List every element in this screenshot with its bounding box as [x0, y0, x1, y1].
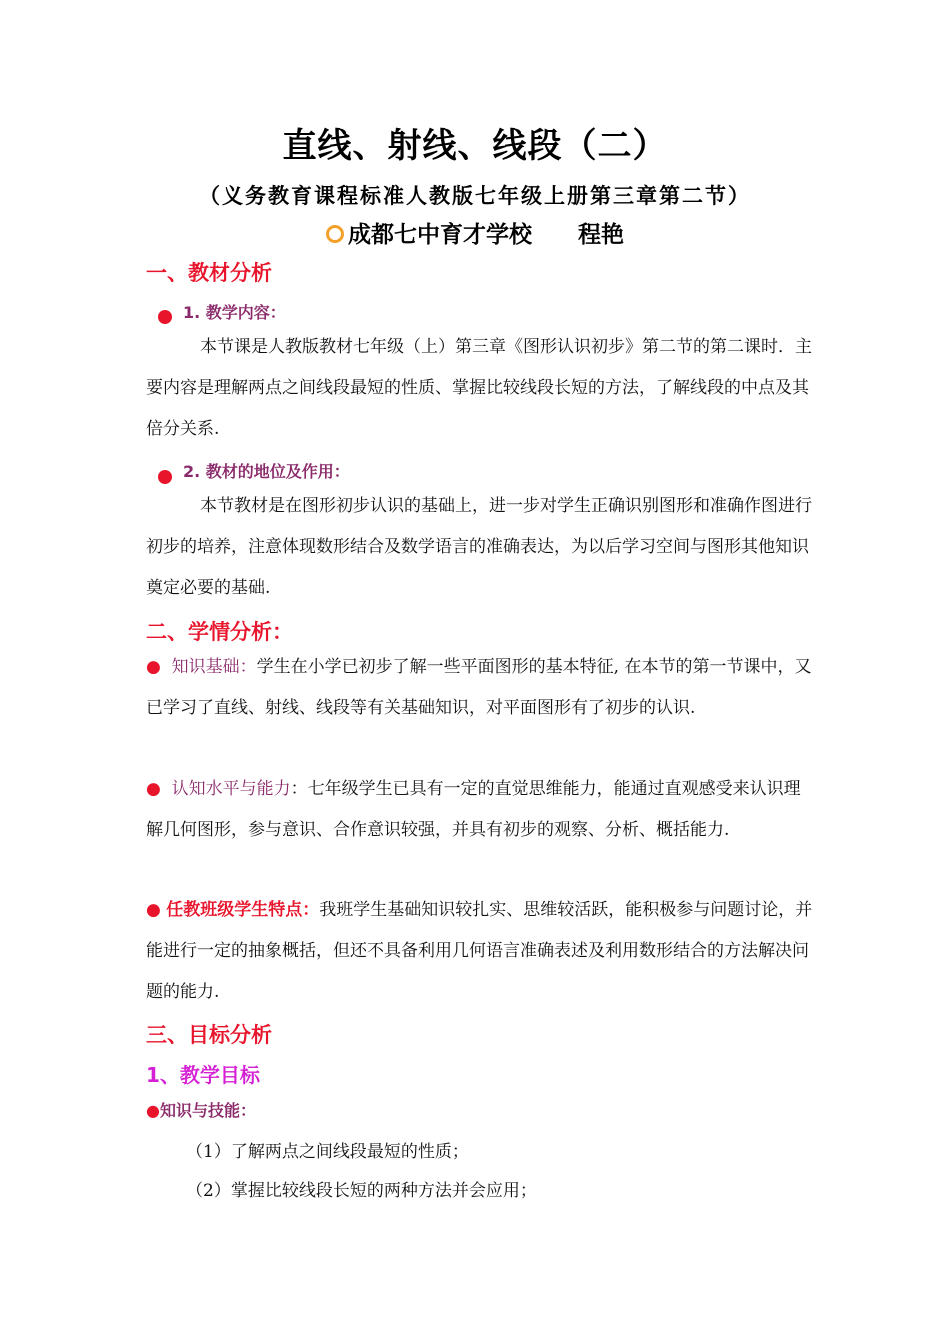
paragraph-status-role: 本节教材是在图形初步认识的基础上，进一步对学生正确识别图形和准确作图进行初步的培养，注意体现数形结合及数学语言的准确表达，为以后学习空间与图形其他知识奠定必要的基础.	[146, 496, 812, 598]
subheading-teaching-objectives: 1、教学目标	[146, 1063, 260, 1087]
subheading-teaching-content: 1. 教学内容：	[183, 303, 286, 322]
subheading-status-role: 2. 教材的地位及作用：	[183, 462, 350, 481]
bullet-dot-icon: ●	[146, 1101, 160, 1120]
objective-item: （2）掌握比较线段长短的两种方法并会应用；	[186, 1181, 537, 1201]
knowledge-skills-label: ●知识与技能：	[146, 1101, 256, 1120]
bullet-dot-icon	[158, 470, 172, 484]
school-name: 成都七中育才学校	[348, 222, 532, 248]
section-heading-objective-analysis: 三、目标分析	[146, 1023, 272, 1047]
objective-item: （1）了解两点之间线段最短的性质；	[186, 1142, 469, 1162]
section-heading-student-analysis: 二、学情分析：	[146, 620, 293, 644]
circle-bullet-icon	[326, 225, 344, 243]
paragraph-teaching-content: 本节课是人教版教材七年级（上）第三章《图形认识初步》第二节的第二课时．主要内容是理解两点之间线段最短的性质、掌握比较线段长短的方法，了解线段的中点及其倍分关系.	[146, 337, 812, 439]
author-name: 程艳	[578, 222, 624, 248]
section-heading-textbook-analysis: 一、教材分析	[146, 261, 272, 285]
bullet-dot-icon	[158, 310, 172, 324]
paragraph-cognitive-level: ● 认知水平与能力：七年级学生已具有一定的直觉思维能力，能通过直观感受来认识理解几何图形，参与意识、合作意识较强，并具有初步的观察、分析、概括能力.	[146, 779, 801, 840]
bullet-dot-icon: ●	[146, 657, 161, 677]
bullet-dot-icon: ●	[146, 779, 161, 799]
paragraph-knowledge-base: ● 知识基础：学生在小学已初步了解一些平面图形的基本特征, 在本节的第一节课中，又已学习了直线、射线、线段等有关基础知识，对平面图形有了初步的认识.	[146, 657, 812, 718]
author-line	[0, 216, 950, 249]
page-subtitle: （义务教育课程标准人教版七年级上册第三章第二节）	[199, 184, 751, 208]
page-title: 直线、射线、线段（二）	[282, 126, 668, 166]
bullet-dot-icon: ●	[146, 900, 161, 920]
paragraph-class-features: ● 任教班级学生特点：我班学生基础知识较扎实、思维较活跃，能积极参与问题讨论，并能进行一定的抽象概括，但还不具备利用几何语言准确表述及利用数形结合的方法解决问题的能力.	[146, 900, 813, 1002]
